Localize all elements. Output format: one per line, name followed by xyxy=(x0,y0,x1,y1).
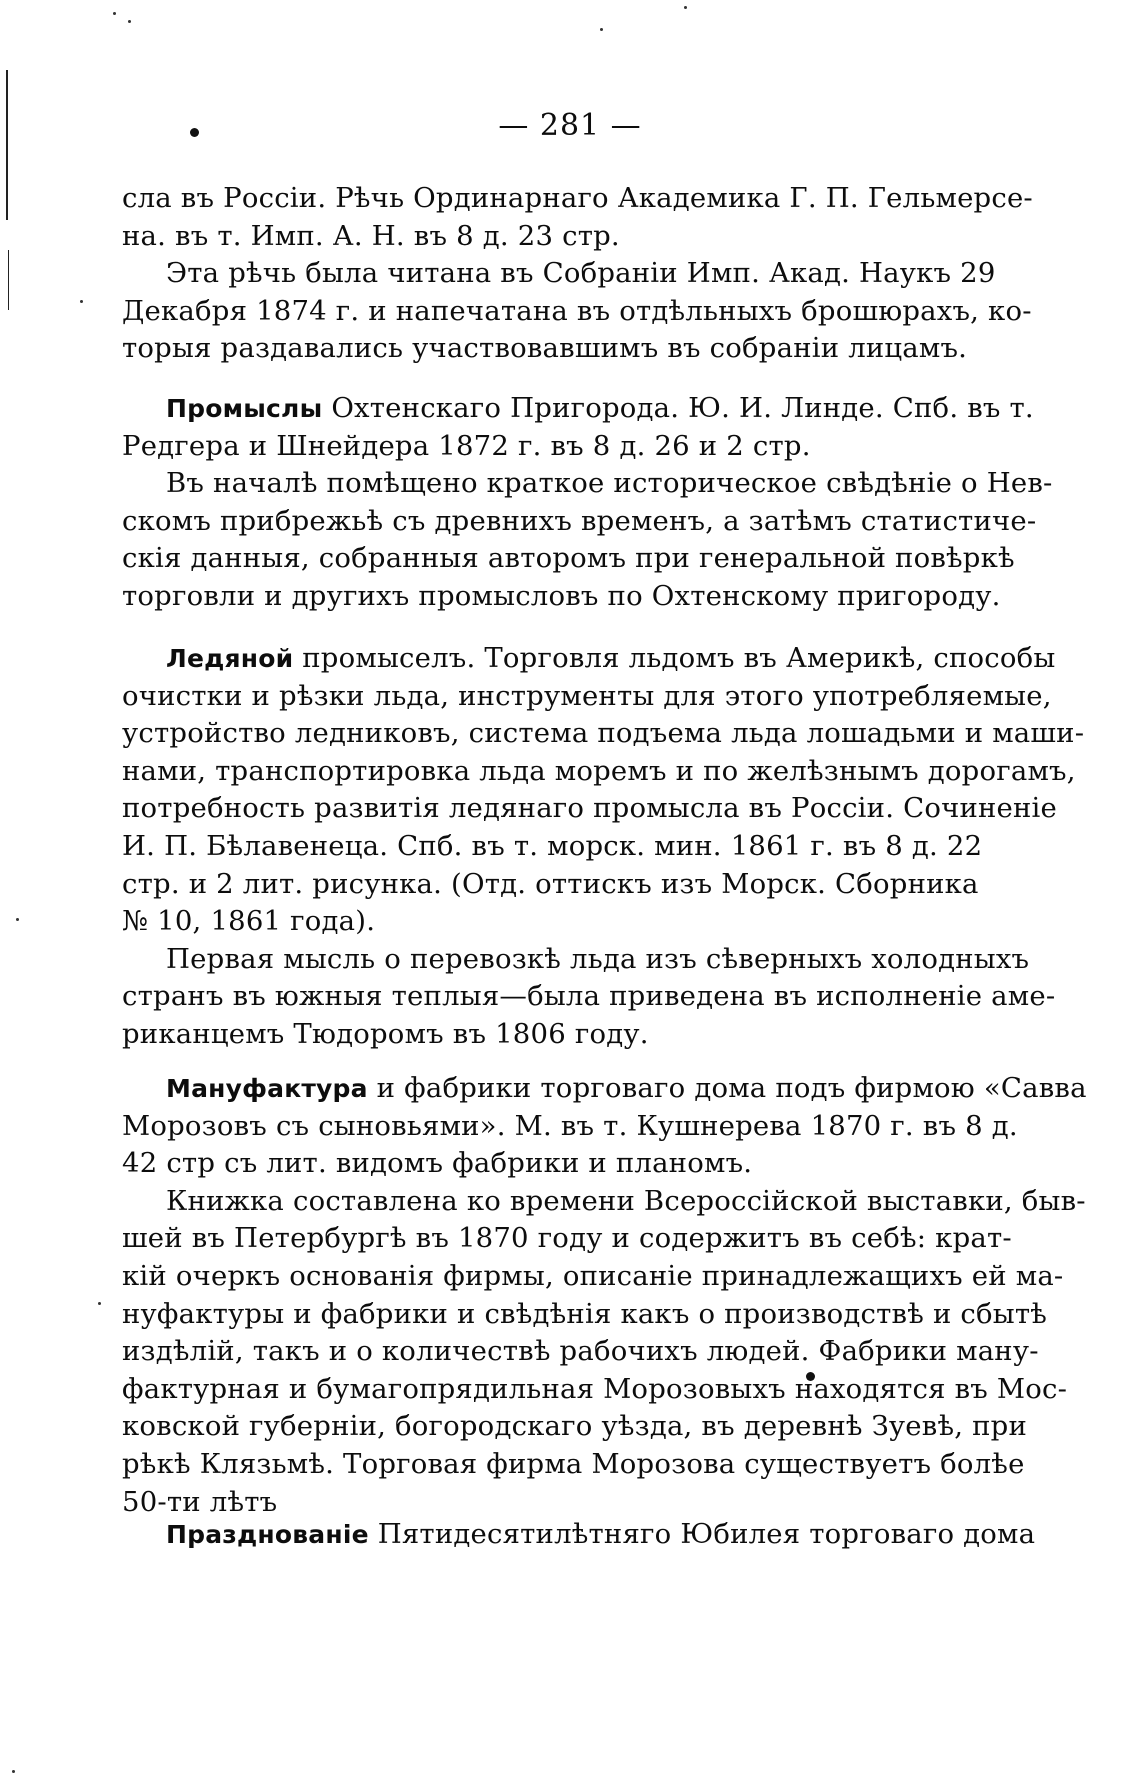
text-line: ковской губерніи, богородскаго уѣзда, въ деревнѣ Зуевѣ, при xyxy=(122,1410,1027,1443)
text-line: Декабря 1874 г. и напечатана въ отдѣльныхъ брошюрахъ, ко- xyxy=(122,294,1032,327)
text-line: очистки и рѣзки льда, инструменты для этого употребляемые, xyxy=(122,679,1052,712)
text-line: устройство ледниковъ, система подъема льда лошадьми и маши- xyxy=(122,717,1085,750)
scan-speck xyxy=(113,12,116,15)
text-line: Эта рѣчь была читана въ Собраніи Имп. Акад. Наукъ 29 xyxy=(166,257,996,290)
text-line: издѣлій, такъ и о количествѣ рабочихъ людей. Фабрики ману- xyxy=(122,1335,1039,1368)
entry-ledyanoi xyxy=(122,640,1085,1054)
entry-title: Ледяной xyxy=(166,644,294,673)
text-line-rest: Охтенскаго Пригорода. Ю. И. Линде. Спб. въ т. xyxy=(322,392,1034,424)
text-line: рѣкѣ Клязьмѣ. Торговая фирма Морозова существуетъ болѣе xyxy=(122,1447,1025,1480)
scan-speck xyxy=(600,28,603,31)
scan-edge-mark xyxy=(8,250,9,310)
text-line xyxy=(122,1070,1087,1108)
entry-title: Мануфактура xyxy=(166,1074,368,1103)
text-line-rest: Пятидесятилѣтняго Юбилея торговаго дома xyxy=(368,1518,1036,1550)
entry-promysly xyxy=(122,390,1053,616)
text-line: скія данныя, собранныя авторомъ при генеральной повѣркѣ xyxy=(122,542,1015,575)
entry-prazdnovanie xyxy=(122,1516,1036,1554)
text-line: странъ въ южныя теплыя—была приведена въ исполненіе аме- xyxy=(122,980,1056,1013)
text-line-rest: и фабрики торговаго дома подъ фирмою «Савва xyxy=(367,1072,1087,1104)
text-line-rest: промыселъ. Торговля льдомъ въ Америкѣ, способы xyxy=(293,642,1056,674)
scan-speck xyxy=(16,918,19,921)
scan-speck xyxy=(80,300,83,303)
entry-gelmersen xyxy=(122,180,1033,368)
text-line: 50-ти лѣтъ xyxy=(122,1485,278,1518)
text-line: Книжка составлена ко времени Всероссійской выставки, быв- xyxy=(166,1184,1086,1217)
text-line: И. П. Бѣлавенеца. Спб. въ т. морск. мин. 1861 г. въ 8 д. 22 xyxy=(122,829,983,862)
text-line: нами, транспортировка льда моремъ и по желѣзнымъ дорогамъ, xyxy=(122,754,1076,787)
text-line: стр. и 2 лит. рисунка. (Отд. оттискъ изъ Морск. Сборника xyxy=(122,867,979,900)
scan-edge-mark xyxy=(6,70,8,220)
scan-speck xyxy=(98,1302,101,1305)
text-line: 42 стр съ лит. видомъ фабрики и планомъ. xyxy=(122,1147,753,1180)
text-line: на. въ т. Имп. А. Н. въ 8 д. 23 стр. xyxy=(122,219,620,252)
text-line: торговли и другихъ промысловъ по Охтенскому пригороду. xyxy=(122,579,1001,612)
text-line: Морозовъ съ сыновьями». М. въ т. Кушнерева 1870 г. въ 8 д. xyxy=(122,1109,1018,1142)
text-line: Редгера и Шнейдера 1872 г. въ 8 д. 26 и 2 стр. xyxy=(122,429,811,462)
text-line: сла въ Россіи. Рѣчь Ординарнаго Академика Г. П. Гельмерсе- xyxy=(122,182,1033,214)
text-line: шей въ Петербургѣ въ 1870 году и содержитъ въ себѣ: крат- xyxy=(122,1222,1012,1255)
page-number: — 281 — xyxy=(498,108,642,143)
text-line: кій очеркъ основанія фирмы, описаніе принадлежащихъ ей ма- xyxy=(122,1259,1064,1292)
text-line: фактурная и бумагопрядильная Морозовыхъ находятся въ Мос- xyxy=(122,1372,1068,1405)
text-line: нуфактуры и фабрики и свѣдѣнія какъ о производствѣ и сбытѣ xyxy=(122,1297,1048,1330)
text-line: торыя раздавались участвовавшимъ въ собраніи лицамъ. xyxy=(122,332,968,365)
scan-speck xyxy=(12,1770,15,1773)
scan-speck xyxy=(684,6,687,9)
text-line: Первая мысль о перевозкѣ льда изъ сѣверныхъ холодныхъ xyxy=(166,942,1030,975)
entry-title: Празднованіе xyxy=(166,1520,369,1549)
scan-speck xyxy=(128,20,131,23)
text-line: скомъ прибрежьѣ съ древнихъ временъ, а затѣмъ статистиче- xyxy=(122,504,1037,537)
entry-manufaktura xyxy=(122,1070,1087,1521)
text-line: Въ началѣ помѣщено краткое историческое свѣдѣніе о Нев- xyxy=(166,467,1053,500)
text-line: потребность развитія ледянаго промысла въ Россіи. Сочиненіе xyxy=(122,792,1057,825)
text-line xyxy=(122,640,1056,678)
entry-title: Промыслы xyxy=(166,394,323,423)
text-line xyxy=(122,390,1034,428)
text-line: № 10, 1861 года). xyxy=(122,905,376,938)
text-line xyxy=(122,1516,1036,1554)
text-line: риканцемъ Тюдоромъ въ 1806 году. xyxy=(122,1017,649,1050)
